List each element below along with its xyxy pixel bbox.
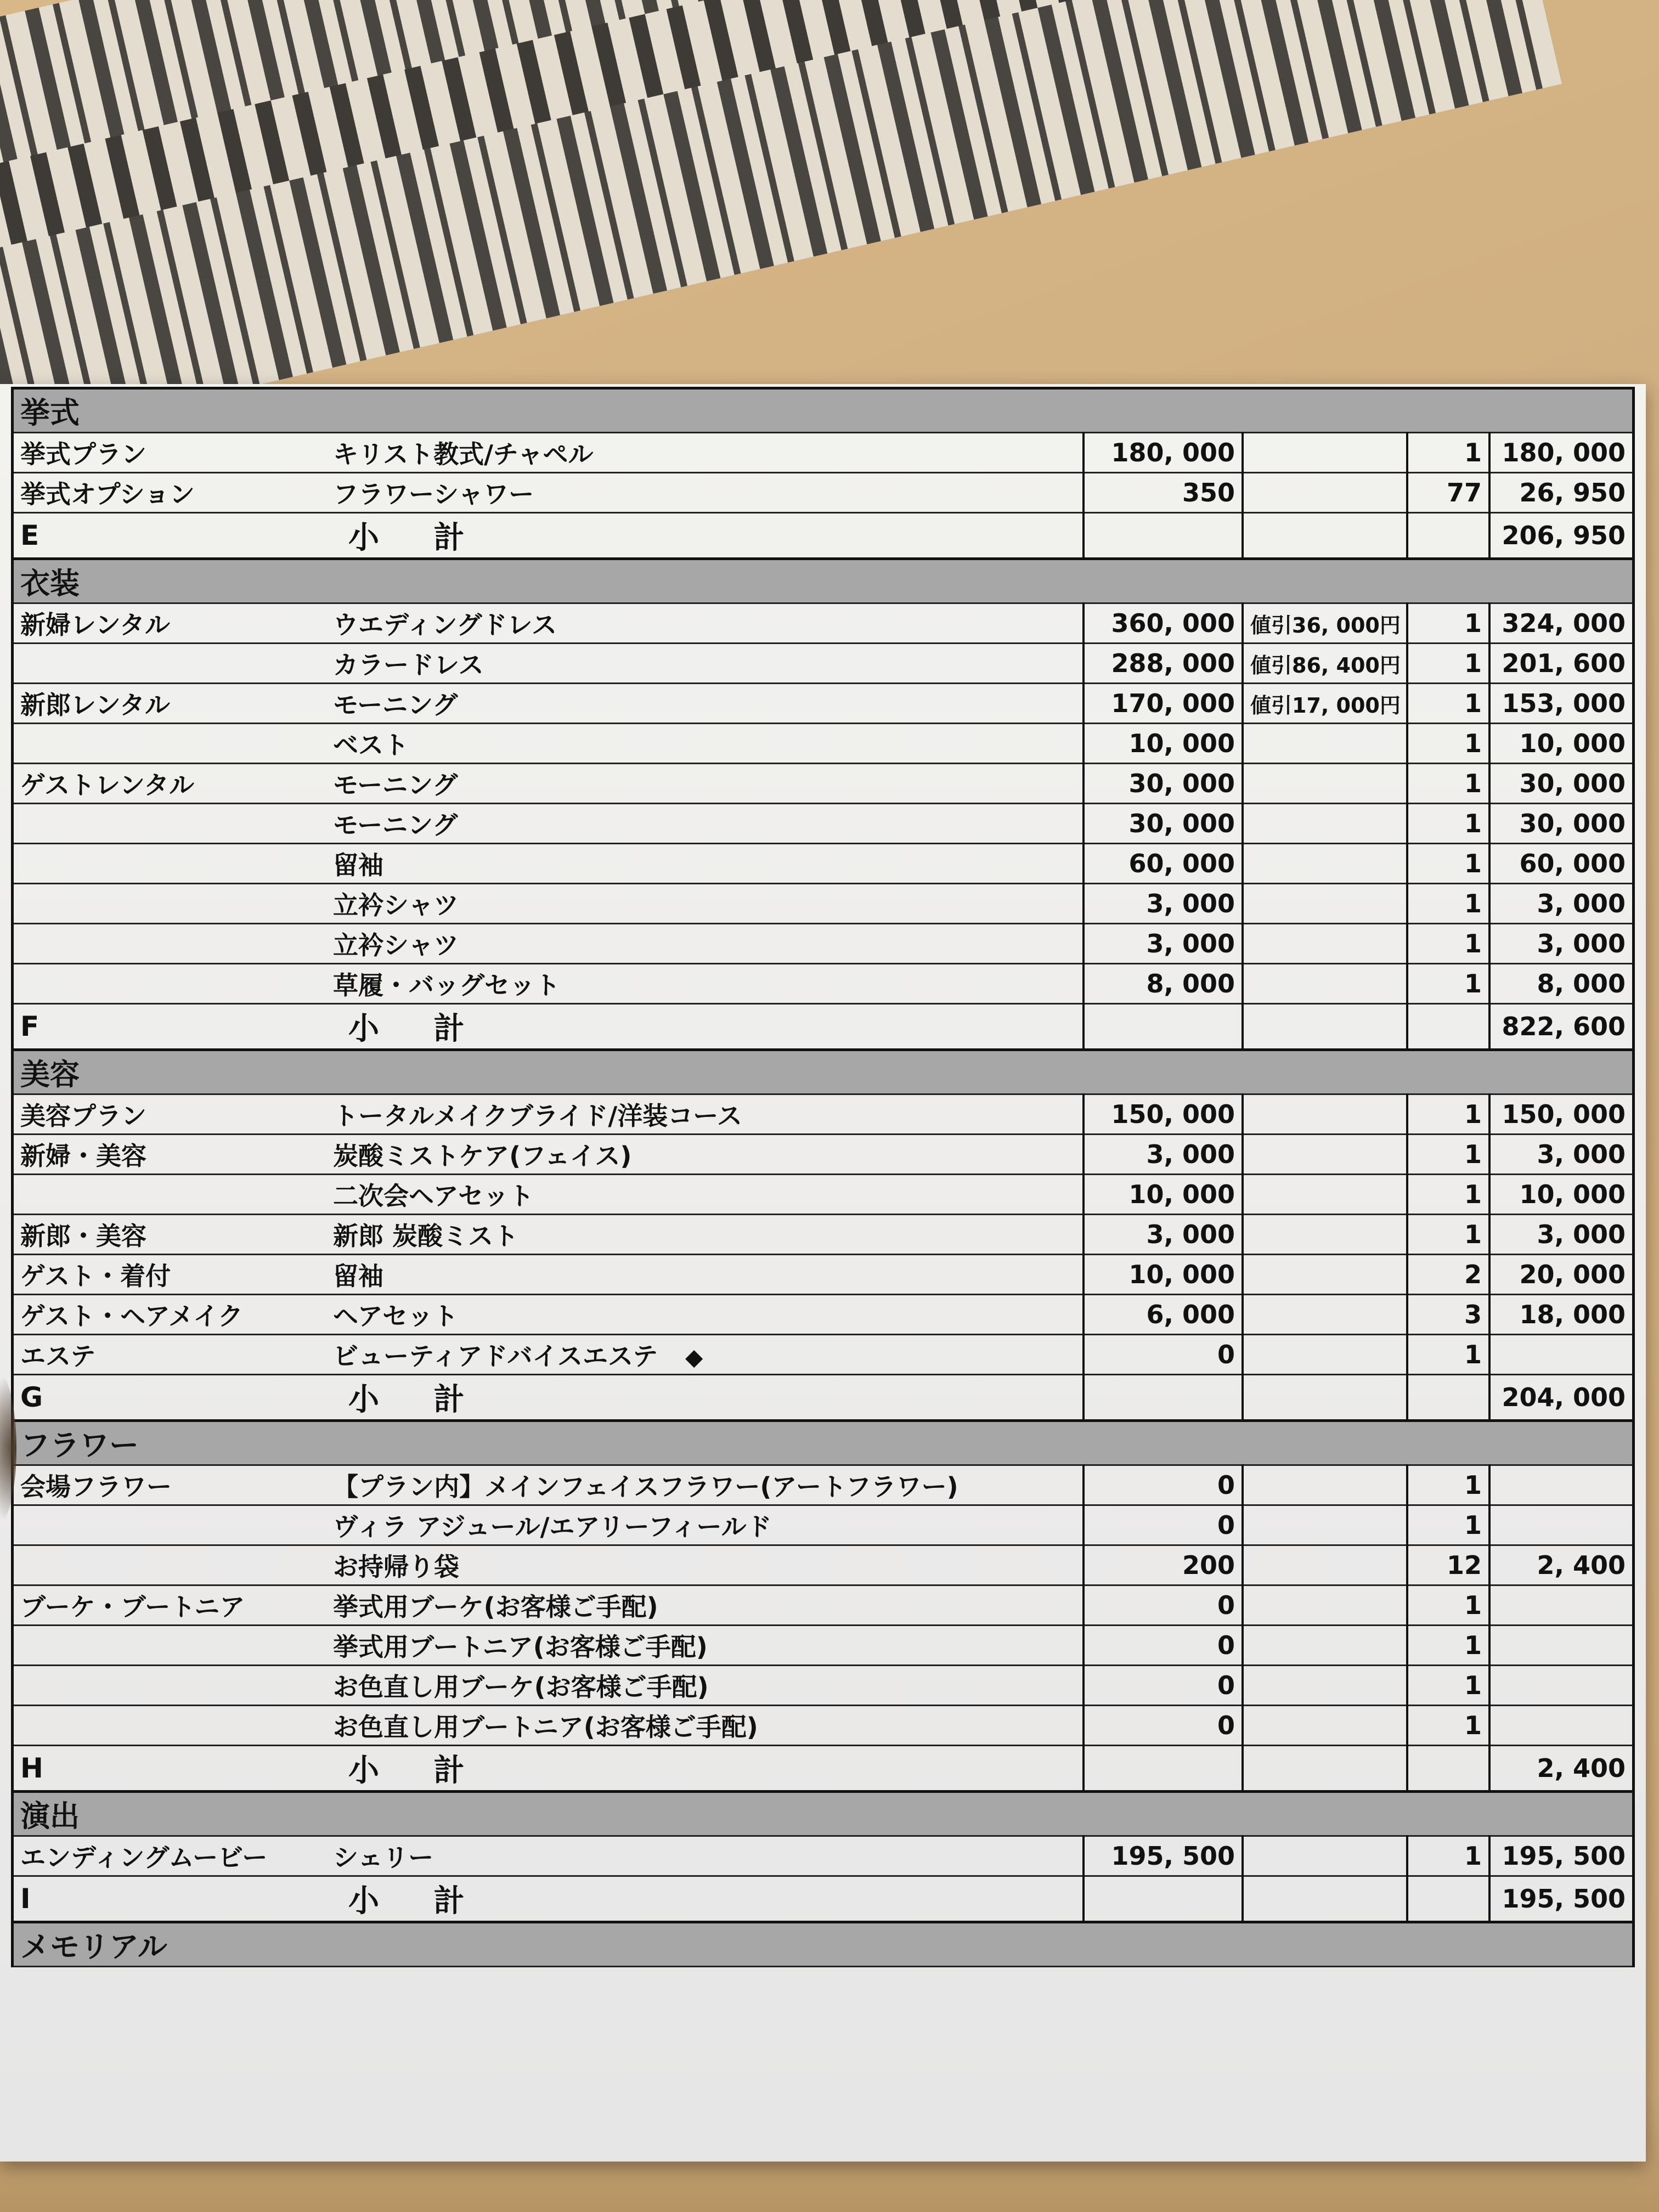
table-row <box>14 964 1632 1004</box>
table-row <box>14 684 1632 724</box>
discount-note-cell <box>1243 1626 1407 1666</box>
quantity-cell: 1 <box>1407 884 1489 924</box>
category-cell <box>14 844 326 884</box>
item-name: 立衿シャツ <box>333 930 459 960</box>
subtotal-row <box>14 1004 1632 1050</box>
amount-cell: 26, 950 <box>1489 473 1632 513</box>
quantity-cell: 1 <box>1407 684 1489 724</box>
discount-note-cell <box>1243 1465 1407 1505</box>
amount-cell <box>1489 1585 1632 1626</box>
discount-note-cell <box>1243 1135 1407 1175</box>
section-header-row <box>14 1922 1632 1967</box>
item-name: 留袖 <box>333 1261 383 1291</box>
item-name: お色直し用ブートニア(お客様ご手配) <box>333 1712 758 1742</box>
unit-price-cell: 180, 000 <box>1084 433 1243 473</box>
category-cell <box>14 1626 326 1666</box>
table-row <box>14 804 1632 844</box>
unit-price-cell: 10, 000 <box>1084 1255 1243 1295</box>
discount-note-cell <box>1243 1706 1407 1746</box>
item-name-cell <box>326 1836 1084 1876</box>
item-name: ヴィラ アジュール/エアリーフィールド <box>333 1512 772 1542</box>
table-row <box>14 884 1632 924</box>
table-row <box>14 1335 1632 1375</box>
discount-note-cell <box>1243 964 1407 1004</box>
amount-cell: 18, 000 <box>1489 1295 1632 1335</box>
table-row <box>14 1706 1632 1746</box>
subtotal-label: 小 計 <box>326 1004 1084 1050</box>
table-row <box>14 764 1632 804</box>
unit-price-cell: 0 <box>1084 1335 1243 1375</box>
discount-note-cell <box>1243 884 1407 924</box>
section-title: フラワー <box>14 1421 1632 1465</box>
item-name-cell <box>326 804 1084 844</box>
discount-note-cell <box>1243 1295 1407 1335</box>
discount-note-cell: 値引17, 000円 <box>1243 684 1407 724</box>
empty-cell <box>1243 1746 1407 1792</box>
quantity-cell: 1 <box>1407 1836 1489 1876</box>
item-name-cell <box>326 1094 1084 1135</box>
quantity-cell: 1 <box>1407 764 1489 804</box>
amount-cell <box>1489 1505 1632 1545</box>
subtotal-code: F <box>14 1004 326 1050</box>
subtotal-row <box>14 1746 1632 1792</box>
category-cell: ゲスト・着付 <box>14 1255 326 1295</box>
quantity-cell: 1 <box>1407 1505 1489 1545</box>
table-row <box>14 1465 1632 1505</box>
discount-note-cell <box>1243 473 1407 513</box>
quantity-cell: 1 <box>1407 1706 1489 1746</box>
unit-price-cell: 195, 500 <box>1084 1836 1243 1876</box>
empty-cell <box>1243 1004 1407 1050</box>
quantity-cell: 1 <box>1407 924 1489 964</box>
category-cell <box>14 804 326 844</box>
section-header-row <box>14 390 1632 433</box>
quantity-cell: 1 <box>1407 1335 1489 1375</box>
amount-cell: 60, 000 <box>1489 844 1632 884</box>
item-name-cell <box>326 433 1084 473</box>
subtotal-code: E <box>14 513 326 559</box>
discount-note-cell <box>1243 1505 1407 1545</box>
estimate-sheet <box>0 384 1646 2162</box>
unit-price-cell: 10, 000 <box>1084 724 1243 764</box>
category-cell: 新郎レンタル <box>14 684 326 724</box>
item-name-cell <box>326 644 1084 684</box>
category-cell: 新郎・美容 <box>14 1215 326 1255</box>
item-name-cell <box>326 1505 1084 1545</box>
empty-cell <box>1243 1375 1407 1421</box>
quantity-cell: 1 <box>1407 644 1489 684</box>
table-row <box>14 1626 1632 1666</box>
empty-cell <box>1084 1876 1243 1922</box>
discount-note-cell <box>1243 1215 1407 1255</box>
discount-note-cell: 値引86, 400円 <box>1243 644 1407 684</box>
item-name-cell <box>326 603 1084 644</box>
amount-cell <box>1489 1335 1632 1375</box>
item-name: フラワーシャワー <box>333 479 534 509</box>
item-name-cell <box>326 1215 1084 1255</box>
table-row <box>14 1666 1632 1706</box>
item-name: ベスト <box>333 730 409 760</box>
item-name: 挙式用ブーケ(お客様ご手配) <box>333 1592 658 1622</box>
quantity-cell: 1 <box>1407 1666 1489 1706</box>
amount-cell: 324, 000 <box>1489 603 1632 644</box>
discount-note-cell <box>1243 1175 1407 1215</box>
discount-note-cell <box>1243 924 1407 964</box>
subtotal-row <box>14 1375 1632 1421</box>
amount-cell: 153, 000 <box>1489 684 1632 724</box>
unit-price-cell: 0 <box>1084 1465 1243 1505</box>
item-name: お色直し用ブーケ(お客様ご手配) <box>333 1672 709 1702</box>
category-cell <box>14 924 326 964</box>
table-row <box>14 724 1632 764</box>
item-name: モーニング <box>333 690 458 720</box>
amount-cell: 20, 000 <box>1489 1255 1632 1295</box>
discount-note-cell: 値引36, 000円 <box>1243 603 1407 644</box>
empty-cell <box>1084 1746 1243 1792</box>
subtotal-amount: 206, 950 <box>1489 513 1632 559</box>
table-row <box>14 1836 1632 1876</box>
table-row <box>14 844 1632 884</box>
subtotal-code: I <box>14 1876 326 1922</box>
table-row <box>14 1585 1632 1626</box>
discount-note-cell <box>1243 1585 1407 1626</box>
amount-cell: 3, 000 <box>1489 1215 1632 1255</box>
empty-cell <box>1243 1876 1407 1922</box>
empty-cell <box>1243 513 1407 559</box>
item-name: 立衿シャツ <box>333 890 459 920</box>
subtotal-amount: 204, 000 <box>1489 1375 1632 1421</box>
table-row <box>14 1215 1632 1255</box>
discount-note-cell <box>1243 724 1407 764</box>
quantity-cell: 1 <box>1407 1175 1489 1215</box>
amount-cell <box>1489 1666 1632 1706</box>
category-cell <box>14 884 326 924</box>
item-name: ウエディングドレス <box>333 610 557 640</box>
category-cell: ゲストレンタル <box>14 764 326 804</box>
quantity-cell: 2 <box>1407 1255 1489 1295</box>
category-cell: 美容プラン <box>14 1094 326 1135</box>
item-name-cell <box>326 473 1084 513</box>
item-name: 挙式用ブートニア(お客様ご手配) <box>333 1632 708 1662</box>
amount-cell: 30, 000 <box>1489 764 1632 804</box>
empty-cell <box>1084 1375 1243 1421</box>
unit-price-cell: 170, 000 <box>1084 684 1243 724</box>
quantity-cell: 1 <box>1407 603 1489 644</box>
item-name: トータルメイクブライド/洋装コース <box>333 1101 742 1131</box>
discount-note-cell <box>1243 1094 1407 1135</box>
section-title: 美容 <box>14 1050 1632 1094</box>
category-cell: 新婦・美容 <box>14 1135 326 1175</box>
table-row <box>14 1505 1632 1545</box>
quantity-cell: 1 <box>1407 1585 1489 1626</box>
empty-cell <box>1407 1004 1489 1050</box>
unit-price-cell: 60, 000 <box>1084 844 1243 884</box>
item-name-cell <box>326 924 1084 964</box>
table-row <box>14 644 1632 684</box>
estimate-table <box>14 390 1632 1967</box>
empty-cell <box>1407 1876 1489 1922</box>
item-name: 新郎 炭酸ミスト <box>333 1221 519 1251</box>
unit-price-cell: 200 <box>1084 1545 1243 1585</box>
item-name-cell <box>326 1465 1084 1505</box>
item-name: 炭酸ミストケア(フェイス) <box>333 1141 632 1171</box>
discount-note-cell <box>1243 1335 1407 1375</box>
amount-cell: 201, 600 <box>1489 644 1632 684</box>
subtotal-label: 小 計 <box>326 1746 1084 1792</box>
discount-note-cell <box>1243 1836 1407 1876</box>
amount-cell: 3, 000 <box>1489 924 1632 964</box>
table-row <box>14 1255 1632 1295</box>
item-name: シェリー <box>333 1843 434 1872</box>
quantity-cell: 1 <box>1407 724 1489 764</box>
unit-price-cell: 30, 000 <box>1084 764 1243 804</box>
discount-note-cell <box>1243 1545 1407 1585</box>
item-name-cell <box>326 1175 1084 1215</box>
table-row <box>14 1135 1632 1175</box>
unit-price-cell: 3, 000 <box>1084 1135 1243 1175</box>
unit-price-cell: 0 <box>1084 1626 1243 1666</box>
category-cell: 挙式オプション <box>14 473 326 513</box>
section-header-row <box>14 1792 1632 1836</box>
item-name: キリスト教式/チャペル <box>333 439 594 469</box>
unit-price-cell: 360, 000 <box>1084 603 1243 644</box>
category-cell: 会場フラワー <box>14 1465 326 1505</box>
amount-cell: 180, 000 <box>1489 433 1632 473</box>
category-cell: ゲスト・ヘアメイク <box>14 1295 326 1335</box>
quantity-cell: 1 <box>1407 1215 1489 1255</box>
section-header-row <box>14 1421 1632 1465</box>
discount-note-cell <box>1243 433 1407 473</box>
amount-cell <box>1489 1706 1632 1746</box>
quantity-cell: 1 <box>1407 844 1489 884</box>
subtotal-amount: 822, 600 <box>1489 1004 1632 1050</box>
item-name: お持帰り袋 <box>333 1552 459 1582</box>
quantity-cell: 1 <box>1407 804 1489 844</box>
unit-price-cell: 3, 000 <box>1084 924 1243 964</box>
item-name-cell <box>326 724 1084 764</box>
quantity-cell: 1 <box>1407 433 1489 473</box>
unit-price-cell: 288, 000 <box>1084 644 1243 684</box>
amount-cell <box>1489 1626 1632 1666</box>
category-cell: ブーケ・ブートニア <box>14 1585 326 1626</box>
item-name: ヘアセット <box>333 1301 459 1331</box>
quantity-cell: 1 <box>1407 1094 1489 1135</box>
item-name-cell <box>326 1545 1084 1585</box>
item-name: カラードレス <box>333 650 484 680</box>
discount-note-cell <box>1243 1666 1407 1706</box>
item-name: 【プラン内】メインフェイスフラワー(アートフラワー) <box>333 1472 958 1502</box>
unit-price-cell: 30, 000 <box>1084 804 1243 844</box>
amount-cell: 8, 000 <box>1489 964 1632 1004</box>
empty-cell <box>1407 513 1489 559</box>
item-name-cell <box>326 844 1084 884</box>
amount-cell: 150, 000 <box>1489 1094 1632 1135</box>
amount-cell <box>1489 1465 1632 1505</box>
category-cell <box>14 1706 326 1746</box>
item-name: モーニング <box>333 770 458 800</box>
table-row <box>14 473 1632 513</box>
item-name-cell <box>326 764 1084 804</box>
subtotal-code: H <box>14 1746 326 1792</box>
quantity-cell: 1 <box>1407 1626 1489 1666</box>
unit-price-cell: 8, 000 <box>1084 964 1243 1004</box>
quantity-cell: 12 <box>1407 1545 1489 1585</box>
empty-cell <box>1084 1004 1243 1050</box>
category-cell <box>14 1175 326 1215</box>
item-name-cell <box>326 964 1084 1004</box>
amount-cell: 30, 000 <box>1489 804 1632 844</box>
table-row <box>14 1094 1632 1135</box>
discount-note-cell <box>1243 1255 1407 1295</box>
category-cell: 挙式プラン <box>14 433 326 473</box>
item-name: ビューティアドバイスエステ <box>333 1341 658 1371</box>
amount-cell: 2, 400 <box>1489 1545 1632 1585</box>
quantity-cell: 1 <box>1407 1465 1489 1505</box>
unit-price-cell: 350 <box>1084 473 1243 513</box>
table-row <box>14 1175 1632 1215</box>
table-row <box>14 433 1632 473</box>
empty-cell <box>1407 1746 1489 1792</box>
item-name-cell <box>326 884 1084 924</box>
unit-price-cell: 3, 000 <box>1084 884 1243 924</box>
subtotal-label: 小 計 <box>326 1375 1084 1421</box>
category-cell <box>14 1505 326 1545</box>
amount-cell: 10, 000 <box>1489 724 1632 764</box>
subtotal-row <box>14 513 1632 559</box>
quantity-cell: 1 <box>1407 964 1489 1004</box>
section-title: 演出 <box>14 1792 1632 1836</box>
amount-cell: 3, 000 <box>1489 884 1632 924</box>
unit-price-cell: 0 <box>1084 1706 1243 1746</box>
subtotal-code: G <box>14 1375 326 1421</box>
item-name-cell <box>326 1706 1084 1746</box>
item-name-cell <box>326 1335 1084 1375</box>
item-name: 留袖 <box>333 850 383 880</box>
quantity-cell: 3 <box>1407 1295 1489 1335</box>
subtotal-amount: 195, 500 <box>1489 1876 1632 1922</box>
unit-price-cell: 10, 000 <box>1084 1175 1243 1215</box>
section-title: メモリアル <box>14 1922 1632 1967</box>
category-cell <box>14 644 326 684</box>
amount-cell: 195, 500 <box>1489 1836 1632 1876</box>
table-row <box>14 1295 1632 1335</box>
unit-price-cell: 0 <box>1084 1666 1243 1706</box>
table-row <box>14 924 1632 964</box>
category-cell: エンディングムービー <box>14 1836 326 1876</box>
unit-price-cell: 0 <box>1084 1585 1243 1626</box>
discount-note-cell <box>1243 764 1407 804</box>
category-cell: 新婦レンタル <box>14 603 326 644</box>
unit-price-cell: 6, 000 <box>1084 1295 1243 1335</box>
section-header-row <box>14 1050 1632 1094</box>
subtotal-row <box>14 1876 1632 1922</box>
category-cell <box>14 1666 326 1706</box>
table-row <box>14 1545 1632 1585</box>
section-header-row <box>14 559 1632 603</box>
item-name-cell <box>326 1626 1084 1666</box>
item-name: モーニング <box>333 810 458 840</box>
item-name-cell <box>326 1666 1084 1706</box>
item-name-cell <box>326 1255 1084 1295</box>
section-title: 衣装 <box>14 559 1632 603</box>
amount-cell: 10, 000 <box>1489 1175 1632 1215</box>
subtotal-label: 小 計 <box>326 1876 1084 1922</box>
estimate-table-frame <box>11 387 1635 1967</box>
subtotal-amount: 2, 400 <box>1489 1746 1632 1792</box>
discount-note-cell <box>1243 844 1407 884</box>
quantity-cell: 1 <box>1407 1135 1489 1175</box>
amount-cell: 3, 000 <box>1489 1135 1632 1175</box>
item-name-cell <box>326 1295 1084 1335</box>
category-cell <box>14 1545 326 1585</box>
quantity-cell: 77 <box>1407 473 1489 513</box>
empty-cell <box>1407 1375 1489 1421</box>
table-row <box>14 603 1632 644</box>
item-name-cell <box>326 1585 1084 1626</box>
unit-price-cell: 0 <box>1084 1505 1243 1545</box>
item-name: 二次会ヘアセット <box>333 1181 534 1211</box>
unit-price-cell: 150, 000 <box>1084 1094 1243 1135</box>
unit-price-cell: 3, 000 <box>1084 1215 1243 1255</box>
item-name-cell <box>326 1135 1084 1175</box>
section-title: 挙式 <box>14 390 1632 433</box>
subtotal-label: 小 計 <box>326 513 1084 559</box>
discount-note-cell <box>1243 804 1407 844</box>
item-name: 草履・バッグセット <box>333 970 560 1000</box>
item-name-cell <box>326 684 1084 724</box>
category-cell <box>14 964 326 1004</box>
category-cell <box>14 724 326 764</box>
diamond-marker-icon: ◆ <box>685 1344 703 1370</box>
category-cell: エステ <box>14 1335 326 1375</box>
empty-cell <box>1084 513 1243 559</box>
